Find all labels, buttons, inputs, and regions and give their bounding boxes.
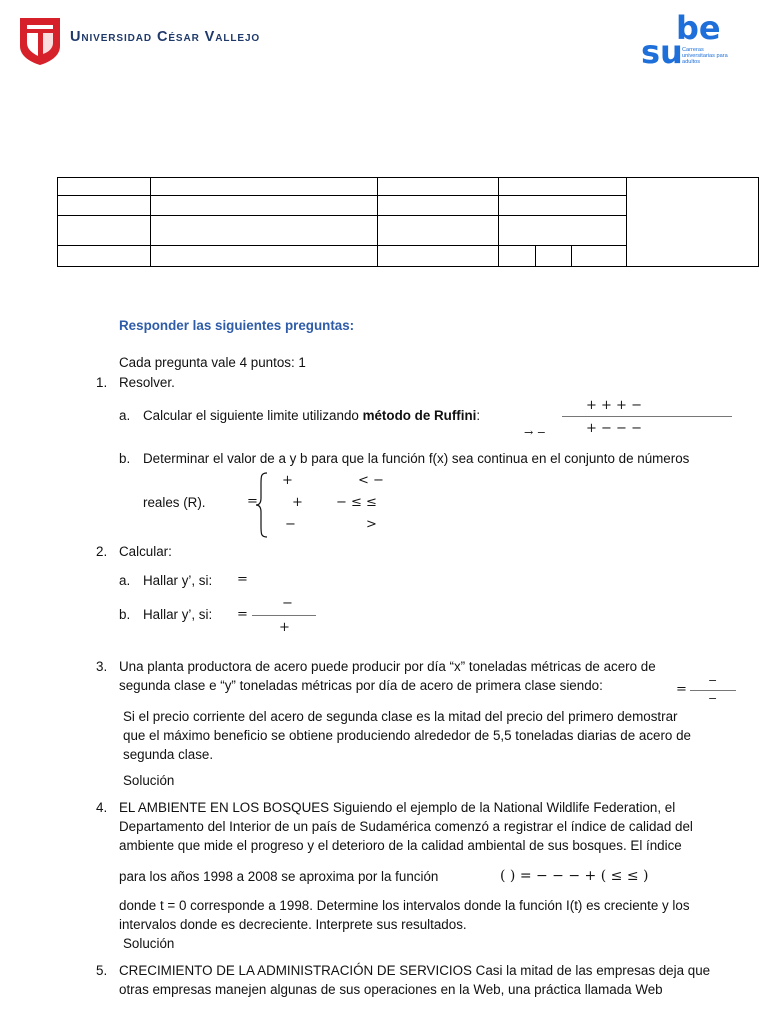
sube-logo-su: su bbox=[641, 33, 683, 71]
table-cell bbox=[58, 196, 151, 216]
q4-formula: ( ) = − − − + ( ≤ ≤ ) bbox=[500, 868, 649, 884]
table-cell bbox=[151, 216, 378, 246]
q3-line-2: segunda clase e “y” toneladas métricas por día de acero de primera clase siendo: bbox=[119, 678, 603, 693]
q1b-row3-cond: > bbox=[366, 517, 377, 532]
q3-frac-den: − bbox=[708, 692, 718, 705]
q2b-fraction-line bbox=[252, 615, 316, 616]
instructions-title: Responder las siguientes preguntas: bbox=[119, 318, 355, 333]
q4-line-1: EL AMBIENTE EN LOS BOSQUES Siguiendo el ejemplo de la National Wildlife Federation, el bbox=[119, 800, 676, 815]
q4-number: 4. bbox=[96, 800, 108, 815]
ucv-logo-icon bbox=[18, 16, 63, 66]
q1a-numerator: + + + − bbox=[586, 398, 642, 413]
q2b-text: Hallar y’, si: bbox=[143, 607, 213, 622]
q1b-letter: b. bbox=[119, 451, 131, 466]
q4-line-5: donde t = 0 corresponde a 1998. Determine los intervalos donde la función I(t) es creciente y los bbox=[119, 898, 690, 913]
q1a-colon: : bbox=[476, 408, 481, 423]
table-cell bbox=[499, 196, 627, 216]
q1a-text-bold: método de Ruffini bbox=[362, 408, 477, 423]
table-cell bbox=[378, 196, 499, 216]
q3-equals: = bbox=[676, 682, 687, 697]
table-cell bbox=[536, 246, 572, 267]
q3-fraction-line bbox=[690, 690, 736, 691]
q4-line-2: Departamento del Interior de un país de Sudamérica comenzó a registrar el índice de calidad del bbox=[119, 819, 693, 834]
table-cell bbox=[572, 246, 627, 267]
table-cell bbox=[151, 196, 378, 216]
q4-solution-label: Solución bbox=[123, 936, 175, 951]
q4-line-3: ambiente que mide el progreso y el deterioro de la calidad ambiental de sus bosques. El índice bbox=[119, 838, 682, 853]
table-cell bbox=[378, 216, 499, 246]
q1b-equals: = bbox=[247, 494, 258, 509]
table-cell bbox=[499, 216, 627, 246]
q5-line-1: CRECIMIENTO DE LA ADMINISTRACIÓN DE SERVICIOS Casi la mitad de las empresas deja que bbox=[119, 963, 711, 978]
grade-box bbox=[627, 178, 759, 267]
q1-number: 1. bbox=[96, 375, 108, 390]
q2a-equals: = bbox=[237, 572, 248, 587]
table-cell bbox=[58, 178, 151, 196]
q1b-row2-expr: + bbox=[292, 495, 303, 510]
q1a-fraction-line bbox=[562, 416, 732, 417]
sube-logo-be: be bbox=[676, 9, 721, 47]
table-cell bbox=[378, 178, 499, 196]
q4-line-6: intervalos donde es decreciente. Interprete sus resultados. bbox=[119, 917, 467, 932]
table-cell bbox=[378, 246, 499, 267]
q3-frac-num: − bbox=[708, 674, 718, 687]
q1a-text bbox=[143, 407, 480, 425]
q1a-denominator: + − − − bbox=[586, 421, 642, 436]
q4-line-4: para los años 1998 a 2008 se aproxima por la función bbox=[119, 869, 439, 884]
q2b-denominator: + bbox=[279, 620, 290, 635]
q2a-letter: a. bbox=[119, 573, 131, 588]
q1b-row2-cond: − ≤ ≤ bbox=[336, 495, 377, 510]
brace-icon bbox=[255, 472, 269, 538]
q1b-row1-cond: < − bbox=[358, 473, 384, 488]
q1b-text: Determinar el valor de a y b para que la función f(x) sea continua en el conjunto de números bbox=[143, 451, 690, 466]
sube-logo bbox=[640, 9, 735, 74]
q1a-limit: → − bbox=[524, 426, 546, 439]
q1b-row1-expr: + bbox=[282, 473, 293, 488]
q3-number: 3. bbox=[96, 659, 108, 674]
table-cell bbox=[151, 178, 378, 196]
points-note: Cada pregunta vale 4 puntos: 1 bbox=[119, 355, 306, 370]
table-cell bbox=[499, 178, 627, 196]
q1a-text-plain: Calcular el siguiente limite utilizando bbox=[143, 408, 363, 423]
q2b-equals: = bbox=[237, 607, 248, 622]
q2b-numerator: − bbox=[282, 596, 293, 611]
table-cell bbox=[58, 246, 151, 267]
student-info-table bbox=[57, 177, 759, 267]
table-cell bbox=[151, 246, 378, 267]
q2-number: 2. bbox=[96, 544, 108, 559]
q1-text: Resolver. bbox=[119, 375, 175, 390]
q3-line-1: Una planta productora de acero puede producir por día “x” toneladas métricas de acero de bbox=[119, 659, 656, 674]
university-name: Universidad César Vallejo bbox=[70, 29, 261, 45]
q5-number: 5. bbox=[96, 963, 108, 978]
q5-line-2: otras empresas manejen algunas de sus operaciones en la Web, una práctica llamada Web bbox=[119, 982, 663, 997]
table-cell bbox=[499, 246, 536, 267]
q2-text: Calcular: bbox=[119, 544, 172, 559]
q3-paragraph-3: segunda clase. bbox=[123, 747, 214, 762]
q3-paragraph-2: que el máximo beneficio se obtiene produciendo alrededor de 5,5 toneladas diarias de acero de bbox=[123, 728, 691, 743]
q2a-text: Hallar y’, si: bbox=[143, 573, 213, 588]
q1b-row3-expr: − bbox=[285, 517, 296, 532]
sube-logo-tagline: Carreras universitarias para adultos bbox=[682, 47, 728, 65]
q1a-letter: a. bbox=[119, 408, 131, 423]
q1b-text-2: reales (R). bbox=[143, 495, 206, 510]
q3-paragraph-1: Si el precio corriente del acero de segunda clase es la mitad del precio del primero demostrar bbox=[123, 709, 678, 724]
q2b-letter: b. bbox=[119, 607, 131, 622]
table-cell bbox=[58, 216, 151, 246]
q3-solution-label: Solución bbox=[123, 773, 175, 788]
